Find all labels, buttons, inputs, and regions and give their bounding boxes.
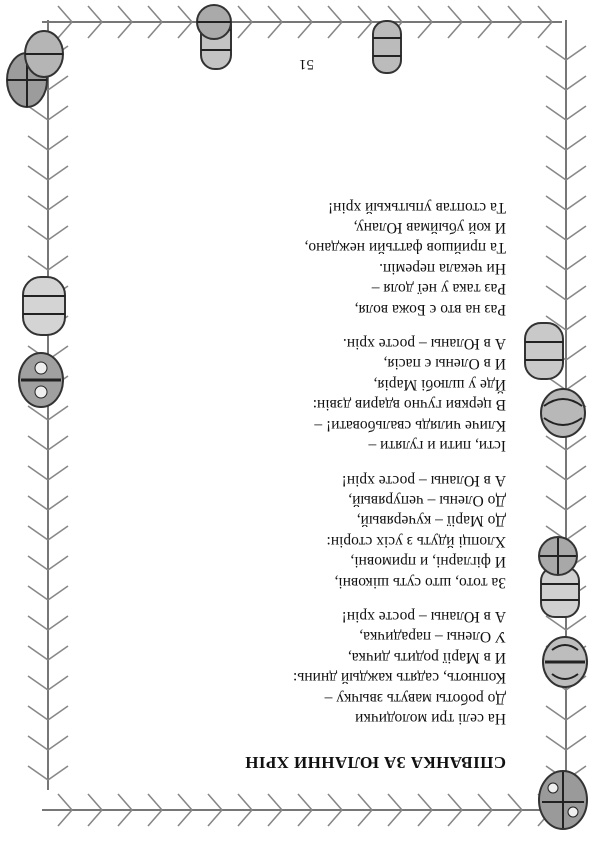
pysanka-egg-icon bbox=[522, 320, 566, 382]
stanza-2 bbox=[86, 469, 506, 591]
pysanka-egg-icon bbox=[536, 768, 590, 832]
poem-line: А в Юланы – росте хрін! bbox=[341, 471, 506, 489]
poem-line: Копнють, садять каждый днинь: bbox=[292, 669, 506, 687]
pysanka-egg-icon bbox=[194, 2, 234, 42]
poem-line: До Олены – чепурявый, bbox=[348, 491, 506, 509]
top-branch-border bbox=[42, 790, 562, 830]
pysanka-egg-icon bbox=[540, 634, 590, 690]
poem-line: До Марії – кучерявый, bbox=[356, 512, 506, 530]
poem-line: Істи, пити и гуляти – bbox=[368, 437, 506, 455]
poem-line: Та прийшов фаттьйи нежданo, bbox=[304, 239, 506, 257]
poem-line: И в Олены є пасія, bbox=[383, 355, 506, 373]
pysanka-egg-icon bbox=[538, 386, 588, 440]
poem-line: И кой убыймав Юлану, bbox=[353, 219, 506, 237]
poem-line: За тото, што суть шіковні, bbox=[334, 573, 506, 591]
poem-line: В церкви гучно вдарив дзвін: bbox=[312, 396, 506, 414]
poem-line: А в Юланы – росте хрін. bbox=[342, 335, 506, 353]
poem-title: СПІВАНКА ЗА ЮЛАННИ ХРІН bbox=[244, 753, 506, 772]
stanza-3 bbox=[86, 333, 506, 455]
page-number: 51 bbox=[299, 56, 314, 72]
poem-line: До роботы мавуть звычку – bbox=[324, 689, 506, 707]
poem-line: И в Марії родить дичка, bbox=[347, 648, 506, 666]
pysanka-egg-icon bbox=[370, 18, 404, 76]
poem-line: Йде у шлюбі Марія, bbox=[373, 375, 506, 393]
pysanka-egg-icon bbox=[22, 28, 66, 80]
stanza-4 bbox=[86, 196, 506, 318]
stanza-1 bbox=[86, 606, 506, 728]
poem-line: На селі три молодички bbox=[355, 710, 506, 727]
poem-line: Хлопці йдуть з усіх сторін: bbox=[326, 532, 506, 550]
poem-line: Кличе чилядь свальбовати! – bbox=[314, 416, 506, 434]
pysanka-egg-icon bbox=[20, 274, 68, 338]
pysanka-egg-icon bbox=[16, 350, 66, 410]
poem-line: А в Юланы – росте хрін! bbox=[341, 607, 506, 625]
poem-line: Та стоптав упытькый хрін! bbox=[327, 198, 506, 216]
pysanka-egg-icon bbox=[536, 534, 580, 578]
poem-line: У Олены – парадичка, bbox=[359, 628, 506, 646]
poem-line: Раз на вто є Божа воля, bbox=[354, 300, 506, 318]
poem-line: Ни чекала переміп. bbox=[379, 259, 506, 277]
poem-content bbox=[86, 182, 506, 772]
poem-line: И фігларні, и примовні, bbox=[350, 553, 506, 571]
poem-line: Раз така у неї доля – bbox=[371, 280, 506, 298]
bottom-branch-border bbox=[42, 2, 562, 42]
